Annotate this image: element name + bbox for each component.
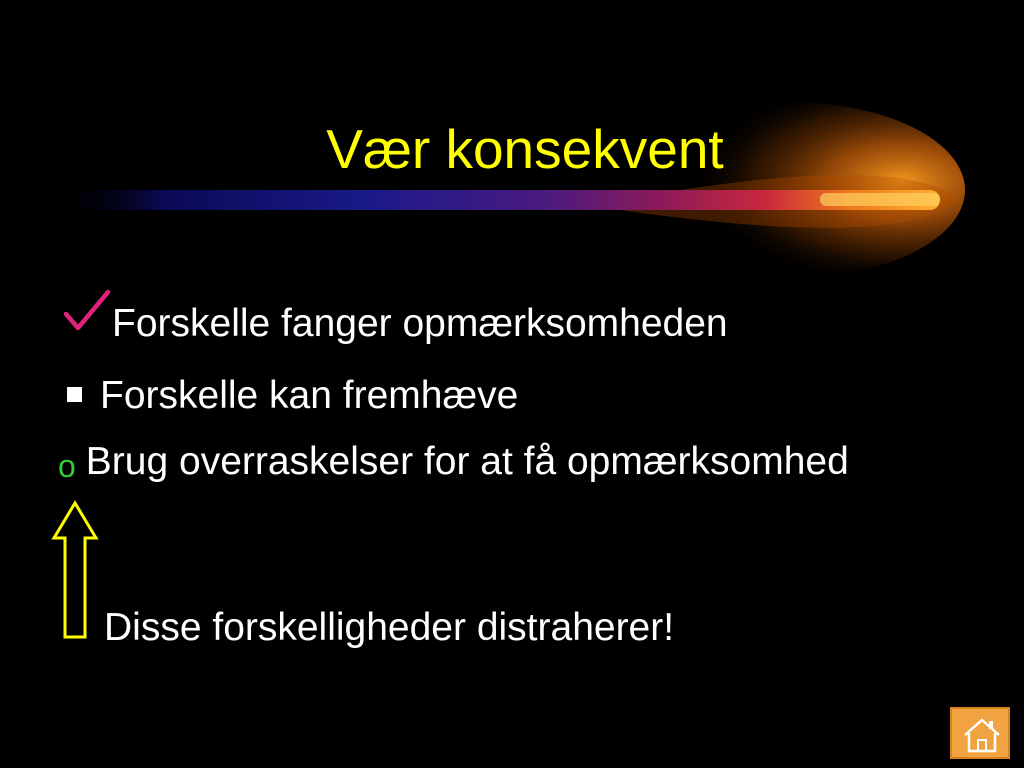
bullet-item (58, 438, 849, 486)
square-bullet-icon (67, 387, 82, 402)
callout-text: Disse forskelligheder distraherer! (104, 606, 675, 649)
circle-bullet-icon: o (58, 448, 76, 484)
home-icon (952, 709, 1012, 761)
bullet-item (62, 300, 728, 348)
up-arrow-icon (50, 500, 100, 640)
home-button[interactable] (950, 707, 1010, 759)
bullet-text: Forskelle fanger opmærksomheden (112, 302, 728, 345)
bullet-text: Forskelle kan fremhæve (100, 374, 519, 417)
bullet-item (62, 372, 518, 420)
slide-title: Vær konsekvent (326, 118, 724, 180)
bullet-text: Brug overraskelser for at få opmærksomhed (85, 440, 849, 483)
check-mark-icon (62, 288, 112, 336)
